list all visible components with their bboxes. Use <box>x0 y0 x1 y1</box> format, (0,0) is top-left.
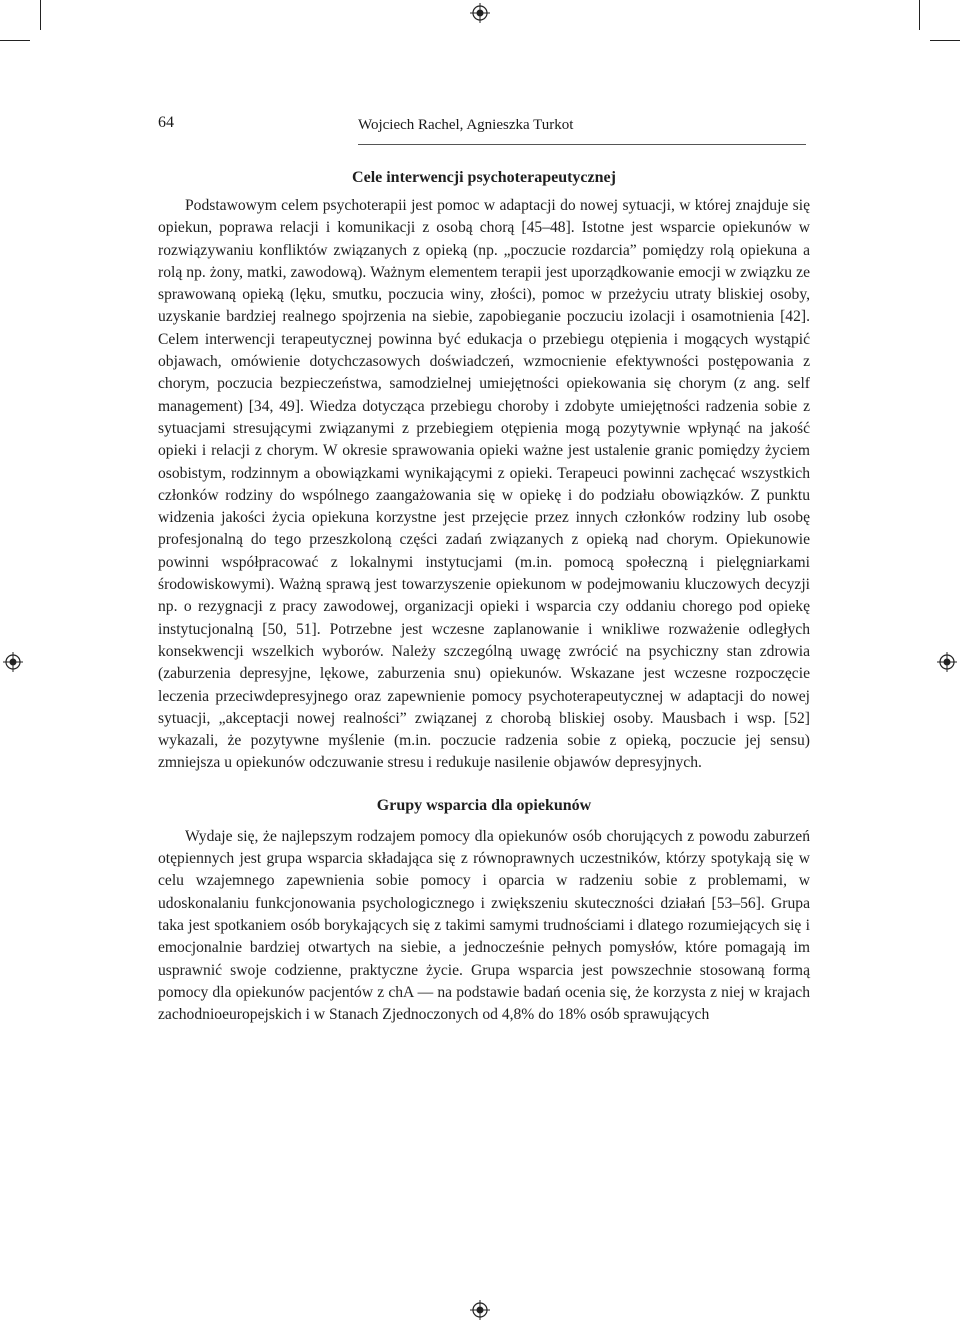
running-header <box>158 114 806 144</box>
article-body <box>158 160 810 1026</box>
crop-mark-icon <box>919 0 920 30</box>
section-paragraph: Podstawowym celem psychoterapii jest pomoc w adaptacji do nowej sytuacji, w której znajduje się opiekun, poprawa relacji i komunikacji z osobą chorą [45–48]. Istotne jest wsparcie opiekunów w rozwiązywaniu konfliktów związanych z opieką (np. „poczucie rozdarcia” pomiędzy rolą opiekuna a rolą np. żony, matki, zawodową). Ważnym elementem terapii jest uporządkowanie emocji w związku ze sprawowaną opieką (lęku, smutku, poczucia winy, złości), pomoc w przeżyciu utraty bliskiej osoby, uzyskanie bardziej realnego spojrzenia na siebie, zapobieganie poczuciu izolacji i osamotnienia [42]. Celem interwencji terapeutycznej powinna być edukacja o przebiegu otępienia i mogących wystąpić objawach, omówienie dotychczasowych doświadczeń, wzmocnienie efektywności postępowania z chorym, poczucia bezpieczeństwa, samodzielnej umiejętności opiekowania się chorym (z ang. self management) [34, 49]. Wiedza dotycząca przebiegu choroby i zdobyte umiejętności radzenia sobie z sytuacjami stresującymi związanymi z przebiegiem otępienia mogą pozytywnie wpłynąć na jakość opieki i relacji z chorym. W okresie sprawowania opieki ważne jest ustalenie granic pomiędzy życiem osobistym, rodzinnym a obowiązkami wynikającymi z opieki. Terapeuci powinni zachęcać wszystkich członków rodziny do wspólnego zaangażowania się w opiekę i do podziału obowiązków. Z punktu widzenia jakości życia opiekuna korzystne jest przejęcie przez innych członków rodziny lub osobę profesjonalną do tego przeszkoloną części zadań związanych z opieką nad chorym. Opiekunowie powinni współpracować z lokalnymi instytucjami (m.in. pomocą społeczną i pielęgniarkami środowiskowymi). Ważną sprawą jest towarzyszenie opiekunom w podejmowaniu kluczowych decyzji np. o rezygnacji z pracy zawodowej, organizacji opieki i wsparcia czy oddaniu chorego pod opiekę instytucjonalną [50, 51]. Potrzebne jest wczesne zaplanowanie i wnikliwe rozważenie odległych konsekwencji wszelkich wyborów. Należy szczególną uwagę zwrócić na psychiczny stan zdrowia (zaburzenia depresyjne, lękowe, zaburzenia snu) opiekunów. Wskazane jest wczesne rozpoczęcie leczenia przeciwdepresyjnego oraz zapewnienie pomocy psychoterapeutycznej w adaptacji do nowej sytuacji, „akceptacji nowej realności” związanej z chorobą bliskiej osoby. Mausbach i wsp. [52] wykazali, że pozytywne myślenie (m.in. poczucie radzenia sobie z opieką, poczucie jej sensu) zmniejsza u opiekunów odczuwanie stresu i redukuje nasilenie objawów depresyjnych. <box>158 197 810 772</box>
section-heading: Grupy wsparcia dla opiekunów <box>376 796 592 814</box>
registration-target-icon <box>470 3 490 23</box>
registration-target-icon <box>3 652 23 672</box>
crop-mark-icon <box>930 40 960 41</box>
crop-mark-icon <box>0 40 30 41</box>
registration-target-icon <box>470 1300 490 1320</box>
header-authors: Wojciech Rachel, Agnieszka Turkot <box>358 117 574 133</box>
section-paragraph: Wydaje się, że najlepszym rodzajem pomocy dla opiekunów osób chorujących z powodu zaburzeń otępiennych jest grupa wsparcia składająca się z równoprawnych uczestników, którzy spotykają się w celu wzajemnego zapewnienia sobie pomocy i oparcia w radzeniu sobie z problemami, w udoskonalaniu funkcjonowania psychologicznego i zwiększeniu skuteczności działań [53–56]. Grupa taka jest spotkaniem osób borykających się z takimi samymi trudnościami i dlatego rozumiejących się i emocjonalnie bardziej otwartych na siebie, a jednocześnie pełnych pomysłów, które pomagają im usprawnić swoje codzienne, praktyczne życie. Grupa wsparcia jest powszechnie stosowaną formą pomocy dla opiekunów pacjentów z chA — na podstawie badań ocenia się, że korzysta z niej w krajach zachodnioeuropejskich i w Stanach Zjednoczonych od 4,8% do 18% osób sprawujących <box>158 827 810 1024</box>
header-rule <box>358 144 806 145</box>
registration-target-icon <box>937 652 957 672</box>
section-heading: Cele interwencji psychoterapeutycznej <box>352 169 616 186</box>
crop-mark-icon <box>40 0 41 30</box>
page-number: 64 <box>158 114 174 131</box>
